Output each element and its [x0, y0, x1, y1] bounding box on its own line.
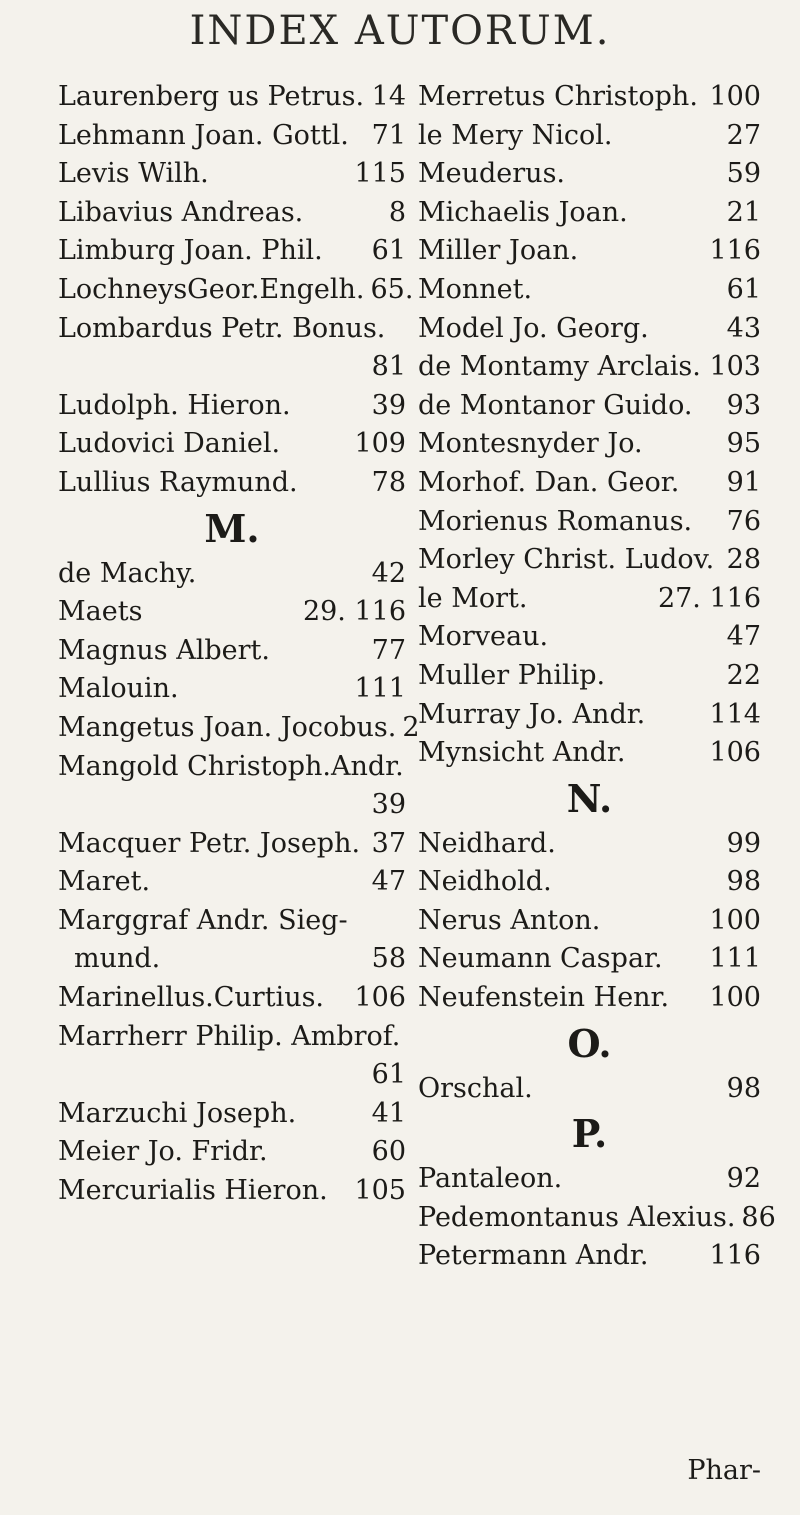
index-entry — [418, 902, 761, 941]
index-entry — [58, 155, 406, 194]
index-entry — [418, 117, 761, 156]
author-name: Macquer Petr. Joseph. — [58, 827, 361, 859]
page-number: 111 — [354, 673, 406, 705]
index-entry-continuation — [58, 1056, 406, 1095]
author-name: Laurenberg us Petrus. — [58, 81, 365, 112]
author-name: Morienus Romanus. — [418, 505, 693, 537]
page-number: 21 — [726, 196, 761, 228]
index-entry — [418, 1199, 776, 1238]
index-entry — [58, 593, 406, 632]
page-number: 60 — [371, 1136, 406, 1168]
index-entry — [418, 940, 761, 979]
author-name: Orschal. — [418, 1072, 533, 1104]
author-name: Neufenstein Henr. — [418, 982, 670, 1014]
author-name: le Mort. — [418, 582, 528, 614]
author-name: Ludovici Daniel. — [58, 428, 281, 460]
author-name: Meuderus. — [418, 158, 566, 190]
page-number: 99 — [726, 827, 761, 859]
index-entry — [58, 979, 406, 1018]
author-name: Miller Joan. — [418, 235, 579, 267]
section-letter: N. — [566, 775, 613, 821]
section-letter: O. — [567, 1020, 612, 1066]
author-name — [58, 786, 74, 825]
section-letter: M. — [204, 505, 260, 551]
index-entry — [58, 1133, 406, 1172]
left-index-column — [58, 78, 420, 1211]
author-name: Ludolph. Hieron. — [58, 389, 291, 421]
index-entry — [418, 232, 761, 271]
page-number: 22 — [726, 659, 761, 691]
page-number: 61 — [371, 1059, 406, 1091]
index-entry-continuation — [58, 348, 406, 387]
page-number: 95 — [726, 428, 761, 460]
author-name: Neumann Caspar. — [418, 943, 663, 975]
page-number: 27. 116 — [657, 582, 761, 614]
index-entry — [58, 632, 406, 671]
index-entry — [58, 464, 406, 503]
page-number: 47 — [371, 866, 406, 898]
index-entry — [418, 425, 761, 464]
author-name: Mynsicht Andr. — [418, 737, 626, 769]
page-number: 92 — [726, 1163, 761, 1195]
author-name: Malouin. — [58, 673, 179, 705]
page-number: 76 — [726, 505, 761, 537]
page-number: 100 — [709, 982, 761, 1014]
index-entry — [418, 155, 761, 194]
index-entry-continuation — [58, 786, 406, 825]
author-name — [58, 348, 74, 387]
index-entry — [58, 78, 406, 117]
page-number: 116 — [709, 1240, 761, 1272]
page-number: 106 — [709, 737, 761, 769]
page-number: 8 — [388, 196, 406, 228]
index-entry — [418, 696, 761, 735]
page-number: 91 — [726, 466, 761, 498]
index-entry — [58, 1018, 406, 1057]
author-name: Maets — [58, 596, 143, 628]
author-name: Model Jo. Georg. — [418, 312, 649, 344]
section-letter: P. — [571, 1111, 608, 1157]
author-name: mund. — [74, 943, 161, 975]
author-name: Marrherr Philip. Ambrof. — [58, 1020, 401, 1052]
index-entry — [418, 503, 761, 542]
author-name: de Montanor Guido. — [418, 389, 693, 421]
author-name: Pantaleon. — [418, 1163, 563, 1195]
author-name: Murray Jo. Andr. — [418, 698, 646, 730]
author-name: Mangold Christoph.Andr. — [58, 750, 404, 782]
page-number: 61 — [371, 235, 406, 267]
index-entry — [418, 541, 761, 580]
page-number: 77 — [371, 634, 406, 666]
author-name: Marzuchi Joseph. — [58, 1097, 297, 1129]
author-name: Morveau. — [418, 621, 549, 653]
page-number: 105 — [354, 1175, 406, 1207]
index-entry — [418, 310, 761, 349]
page-number: 103 — [709, 351, 761, 383]
page-number: 39 — [371, 389, 406, 421]
page-number: 2 — [402, 711, 420, 743]
page-number: 71 — [371, 119, 406, 151]
page-number: 41 — [371, 1097, 406, 1129]
page-number: 100 — [709, 81, 761, 112]
index-entry — [418, 1070, 761, 1109]
index-entry — [58, 670, 406, 709]
page-number: 42 — [371, 557, 406, 589]
index-entry — [418, 1237, 761, 1276]
index-entry — [58, 555, 406, 594]
catchword: Phar- — [687, 1455, 761, 1486]
index-entry — [58, 387, 406, 426]
index-entry — [418, 271, 761, 310]
index-entry — [58, 1095, 406, 1134]
author-name: Lehmann Joan. Gottl. — [58, 119, 349, 151]
page-number: 86 — [741, 1201, 776, 1233]
author-name: Maret. — [58, 866, 151, 898]
author-name: Monnet. — [418, 273, 533, 305]
index-entry — [58, 232, 406, 271]
author-name: Morley Christ. Ludov. — [418, 544, 715, 576]
index-entry — [418, 1160, 761, 1199]
author-name: Meier Jo. Fridr. — [58, 1136, 268, 1168]
page-number: 109 — [354, 428, 406, 460]
index-entry — [58, 271, 414, 310]
author-name: Lullius Raymund. — [58, 466, 298, 498]
author-name: le Mery Nicol. — [418, 119, 613, 151]
author-name: Petermann Andr. — [418, 1240, 649, 1272]
index-entry-continuation — [58, 940, 406, 979]
index-entry — [58, 709, 420, 748]
author-name — [58, 1056, 74, 1095]
author-name: Levis Wilh. — [58, 158, 209, 190]
index-entry — [418, 387, 761, 426]
author-name: de Montamy Arclais. — [418, 351, 701, 383]
index-entry — [418, 580, 761, 619]
page-number: 100 — [709, 904, 761, 936]
index-entry — [418, 78, 761, 117]
page-number: 81 — [371, 351, 406, 383]
page-number: 78 — [371, 466, 406, 498]
author-name: LochneysGeor.Engelh. — [58, 273, 365, 305]
page-number: 59 — [726, 158, 761, 190]
index-entry — [58, 863, 406, 902]
author-name: Magnus Albert. — [58, 634, 270, 666]
page-number: 39 — [371, 789, 406, 821]
index-entry — [58, 425, 406, 464]
page-number: 28 — [726, 544, 761, 576]
index-entry — [418, 618, 761, 657]
page-number: 111 — [709, 943, 761, 975]
page-number: 58 — [371, 943, 406, 975]
page-number: 29. 116 — [302, 596, 406, 628]
index-entry — [418, 734, 761, 773]
index-entry — [58, 117, 406, 156]
page-number: 93 — [726, 389, 761, 421]
page-number: 43 — [726, 312, 761, 344]
index-entry — [58, 1172, 406, 1211]
author-name: Neidhard. — [418, 827, 556, 859]
author-name: Libavius Andreas. — [58, 196, 304, 228]
index-entry — [58, 825, 406, 864]
page-number: 98 — [726, 1072, 761, 1104]
page-number: 98 — [726, 866, 761, 898]
author-name: Limburg Joan. Phil. — [58, 235, 323, 267]
right-index-column — [418, 78, 776, 1276]
index-entry — [58, 194, 406, 233]
index-entry — [418, 979, 761, 1018]
page-header: INDEX AUTORUM. — [189, 8, 611, 54]
author-name: Morhof. Dan. Geor. — [418, 466, 680, 498]
author-name: de Machy. — [58, 557, 197, 589]
page-number: 114 — [709, 698, 761, 730]
author-name: Pedemontanus Alexius. — [418, 1201, 736, 1233]
index-entry — [58, 748, 406, 787]
index-entry — [418, 194, 761, 233]
author-name: Neidhold. — [418, 866, 552, 898]
index-entry — [418, 464, 761, 503]
page-number: 27 — [726, 119, 761, 151]
page-number: 47 — [726, 621, 761, 653]
author-name: Marggraf Andr. Sieg- — [58, 904, 348, 936]
page-number: 65. — [370, 273, 414, 305]
author-name: Merretus Christoph. — [418, 81, 698, 112]
author-name: Marinellus.Curtius. — [58, 982, 325, 1014]
index-entry — [418, 657, 761, 696]
author-name: Muller Philip. — [418, 659, 606, 691]
author-name: Nerus Anton. — [418, 904, 601, 936]
page-number: 116 — [709, 235, 761, 267]
page-number: 61 — [726, 273, 761, 305]
page-number: 106 — [354, 982, 406, 1014]
author-name: Michaelis Joan. — [418, 196, 628, 228]
author-name: Mercurialis Hieron. — [58, 1175, 328, 1207]
index-entry — [418, 863, 761, 902]
page-number: 14 — [371, 81, 406, 112]
author-name: Mangetus Joan. Jocobus. — [58, 711, 397, 743]
page-number: 37 — [371, 827, 406, 859]
index-entry — [418, 348, 761, 387]
index-entry — [58, 310, 406, 349]
author-name: Montesnyder Jo. — [418, 428, 643, 460]
page-number: 115 — [354, 158, 406, 190]
index-entry — [58, 902, 406, 941]
author-name: Lombardus Petr. Bonus. — [58, 312, 386, 344]
index-entry — [418, 825, 761, 864]
